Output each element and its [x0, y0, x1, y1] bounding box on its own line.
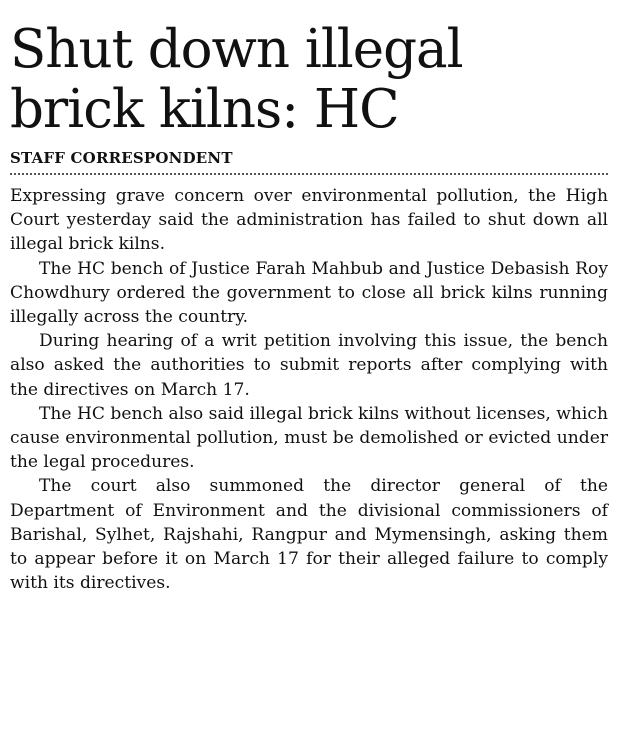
- news-article: [10, 20, 608, 595]
- paragraph-1: Expressing grave concern over environmental pollution, the High Court yesterday said the administration has failed to shut down all illegal brick kilns.: [10, 186, 608, 255]
- dotted-divider: [10, 173, 608, 175]
- paragraph-2: The HC bench of Justice Farah Mahbub and Justice Debasish Roy Chowdhury ordered the government to close all brick kilns running illegally across the country.: [10, 258, 608, 328]
- article-body: [10, 184, 608, 595]
- paragraph-5: The court also summoned the director general of the Department of Environment and the divisional commissioners of Barishal, Sylhet, Rajshahi, Rangpur and Mymensingh, asking them to appear before it on March 17 for their alleged failure to comply with its directives.: [10, 476, 608, 594]
- paragraph-3: During hearing of a writ petition involving this issue, the bench also asked the authorities to submit reports after complying with the directives on March 17.: [10, 331, 608, 400]
- headline-line-1: Shut down illegal: [10, 19, 463, 80]
- paragraph-4: The HC bench also said illegal brick kilns without licenses, which cause environmental pollution, must be demolished or evicted under the legal procedures.: [10, 403, 608, 473]
- headline-line-2: brick kilns: HC: [10, 79, 399, 140]
- headline: [10, 20, 608, 140]
- byline: STAFF CORRESPONDENT: [10, 149, 233, 167]
